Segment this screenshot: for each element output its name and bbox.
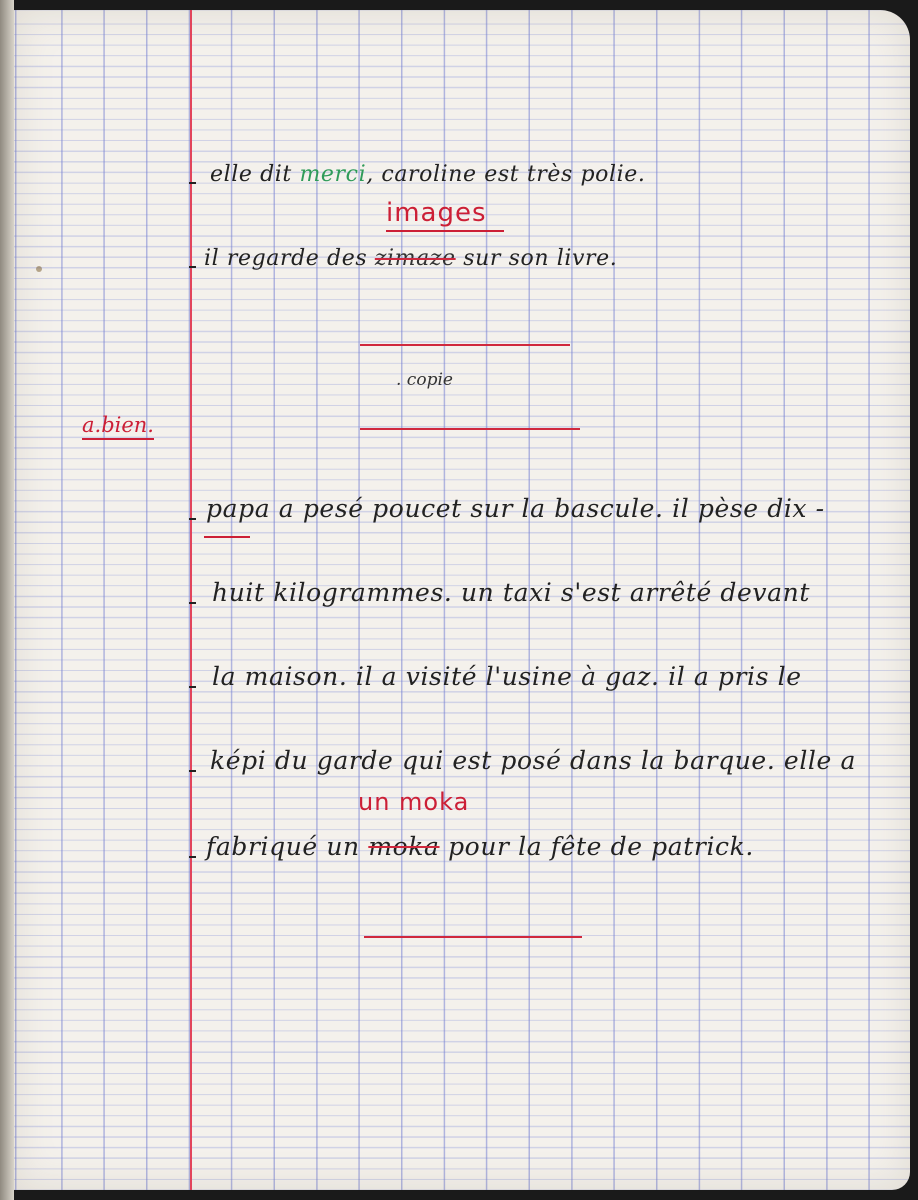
line-marker <box>189 182 196 184</box>
sentence-text: pour la fête de patrick. <box>439 832 754 861</box>
sentence-text: il regarde des <box>204 246 375 271</box>
sentence-merci <box>210 162 646 187</box>
notebook-page <box>14 10 910 1190</box>
line-marker <box>189 856 196 858</box>
sentence-text: elle dit <box>210 162 300 187</box>
sentence-images <box>204 246 617 271</box>
correction-underline <box>386 230 504 232</box>
red-rule-top <box>360 344 570 346</box>
line-marker <box>189 518 196 520</box>
green-word: merci <box>299 162 367 187</box>
copy-line-1: papa a pesé poucet sur la bascule. il pèse dix - <box>206 494 825 523</box>
line-marker <box>189 770 196 772</box>
line-marker <box>189 686 196 688</box>
ink-stain <box>36 266 42 272</box>
copy-line-4: képi du garde qui est posé dans la barque. elle a <box>210 746 856 775</box>
crossed-word: zimaze <box>374 246 456 271</box>
copy-line-2: huit kilogrammes. un taxi s'est arrêté devant <box>212 578 810 607</box>
margin-line <box>190 10 192 1190</box>
line-marker <box>189 602 196 604</box>
crossed-word: moka <box>368 832 440 861</box>
papa-underline <box>204 536 250 538</box>
red-rule-bottom <box>360 428 580 430</box>
sentence-text: sur son livre. <box>455 246 618 271</box>
line-marker <box>189 266 196 268</box>
sentence-text: fabriqué un <box>206 832 369 861</box>
red-rule-end <box>364 936 582 938</box>
copy-line-5 <box>206 832 754 861</box>
correction-images: images <box>386 198 487 228</box>
copy-line-3: la maison. il a visité l'usine à gaz. il a pris le <box>212 662 802 691</box>
teacher-grade: a.bien. <box>82 413 154 440</box>
notebook-binding-edge <box>0 0 14 1200</box>
section-title: . copie <box>396 370 453 390</box>
sentence-text: , caroline est très polie. <box>366 162 646 187</box>
correction-moka: un moka <box>358 788 470 816</box>
